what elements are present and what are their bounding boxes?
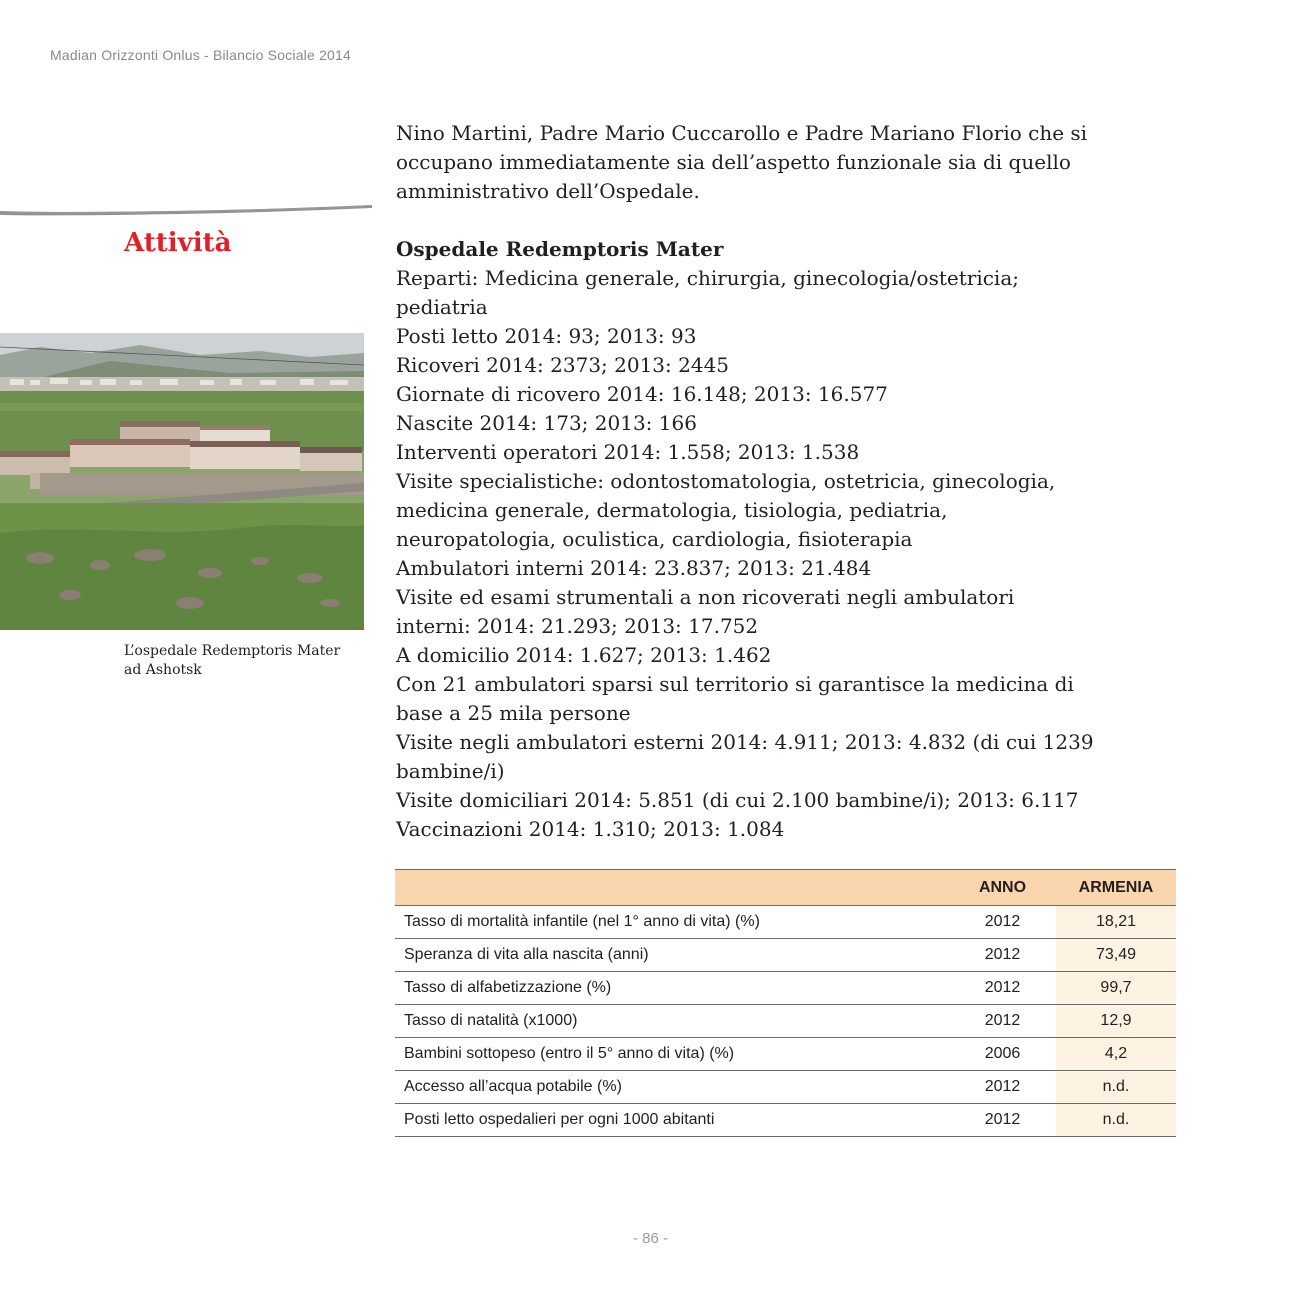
indicator-year: 2012: [949, 906, 1056, 939]
indicator-year: 2012: [949, 972, 1056, 1005]
indicator-year: 2012: [949, 1071, 1056, 1104]
table-row: [395, 1005, 1176, 1038]
stat-line: A domicilio 2014: 1.627; 2013: 1.462: [396, 643, 772, 667]
header-indicator: [395, 870, 949, 906]
stat-line: Ricoveri 2014: 2373; 2013: 2445: [396, 353, 730, 377]
caption-line: ad Ashotsk: [124, 662, 202, 678]
stat-line: Con 21 ambulatori sparsi sul territorio si garantisce la medicina di: [396, 672, 1074, 696]
stat-line: interni: 2014: 21.293; 2013: 17.752: [396, 614, 759, 638]
main-text: [396, 119, 1186, 844]
page-number: - 86 -: [632, 1230, 668, 1247]
indicators-table: [395, 869, 1176, 1137]
indicator-label: Speranza di vita alla nascita (anni): [395, 939, 949, 972]
stat-line: Visite domiciliari 2014: 5.851 (di cui 2.100 bambine/i); 2013: 6.117: [396, 788, 1079, 812]
indicator-label: Posti letto ospedalieri per ogni 1000 abitanti: [395, 1104, 949, 1137]
intro-line: occupano immediatamente sia dell’aspetto funzionale sia di quello: [396, 150, 1071, 174]
indicator-label: Tasso di natalità (x1000): [395, 1005, 949, 1038]
stat-line: neuropatologia, oculistica, cardiologia, fisioterapia: [396, 527, 913, 551]
indicator-label: Accesso all’acqua potabile (%): [395, 1071, 949, 1104]
indicator-year: 2006: [949, 1038, 1056, 1071]
indicator-value: 4,2: [1056, 1038, 1176, 1071]
stat-line: Visite specialistiche: odontostomatologia, ostetricia, ginecologia,: [396, 469, 1056, 493]
hospital-title: Ospedale Redemptoris Mater: [396, 237, 724, 261]
stat-line: Interventi operatori 2014: 1.558; 2013: 1.538: [396, 440, 860, 464]
indicator-value: 99,7: [1056, 972, 1176, 1005]
intro-line: amministrativo dell’Ospedale.: [396, 179, 700, 203]
stat-line: medicina generale, dermatologia, tisiologia, pediatria,: [396, 498, 948, 522]
section-title: Attività: [124, 228, 232, 258]
indicator-label: Tasso di mortalità infantile (nel 1° anno di vita) (%): [395, 906, 949, 939]
indicator-label: Bambini sottopeso (entro il 5° anno di vita) (%): [395, 1038, 949, 1071]
header-year: ANNO: [949, 870, 1056, 906]
table-header-row: [395, 870, 1176, 906]
intro-line: Nino Martini, Padre Mario Cuccarollo e Padre Mariano Florio che si: [396, 121, 1088, 145]
stat-line: Visite negli ambulatori esterni 2014: 4.911; 2013: 4.832 (di cui 1239: [396, 730, 1094, 754]
indicator-value: 18,21: [1056, 906, 1176, 939]
header-country: ARMENIA: [1056, 870, 1176, 906]
stat-line: base a 25 mila persone: [396, 701, 631, 725]
indicator-year: 2012: [949, 1104, 1056, 1137]
running-header: Madian Orizzonti Onlus - Bilancio Sociale 2014: [50, 47, 352, 63]
brush-stroke-divider: [0, 200, 372, 220]
indicator-value: n.d.: [1056, 1104, 1176, 1137]
stat-line: Vaccinazioni 2014: 1.310; 2013: 1.084: [396, 817, 785, 841]
indicator-year: 2012: [949, 939, 1056, 972]
indicator-value: n.d.: [1056, 1071, 1176, 1104]
caption-line: L’ospedale Redemptoris Mater: [124, 643, 341, 659]
indicator-label: Tasso di alfabetizzazione (%): [395, 972, 949, 1005]
stat-line: pediatria: [396, 295, 488, 319]
hospital-photo: [0, 333, 364, 630]
indicator-value: 12,9: [1056, 1005, 1176, 1038]
table-row: [395, 1104, 1176, 1137]
indicator-value: 73,49: [1056, 939, 1176, 972]
table-row: [395, 939, 1176, 972]
stat-line: Giornate di ricovero 2014: 16.148; 2013: 16.577: [396, 382, 888, 406]
table-row: [395, 972, 1176, 1005]
intro-paragraph: [396, 119, 1186, 206]
stat-line: Nascite 2014: 173; 2013: 166: [396, 411, 697, 435]
stat-line: bambine/i): [396, 759, 505, 783]
indicator-year: 2012: [949, 1005, 1056, 1038]
table-row: [395, 1038, 1176, 1071]
stat-line: Reparti: Medicina generale, chirurgia, ginecologia/ostetricia;: [396, 266, 1019, 290]
stat-line: Posti letto 2014: 93; 2013: 93: [396, 324, 697, 348]
stat-line: Ambulatori interni 2014: 23.837; 2013: 21.484: [396, 556, 872, 580]
table-row: [395, 906, 1176, 939]
photo-caption: [124, 642, 364, 680]
stat-line: Visite ed esami strumentali a non ricoverati negli ambulatori: [396, 585, 1015, 609]
table-row: [395, 1071, 1176, 1104]
